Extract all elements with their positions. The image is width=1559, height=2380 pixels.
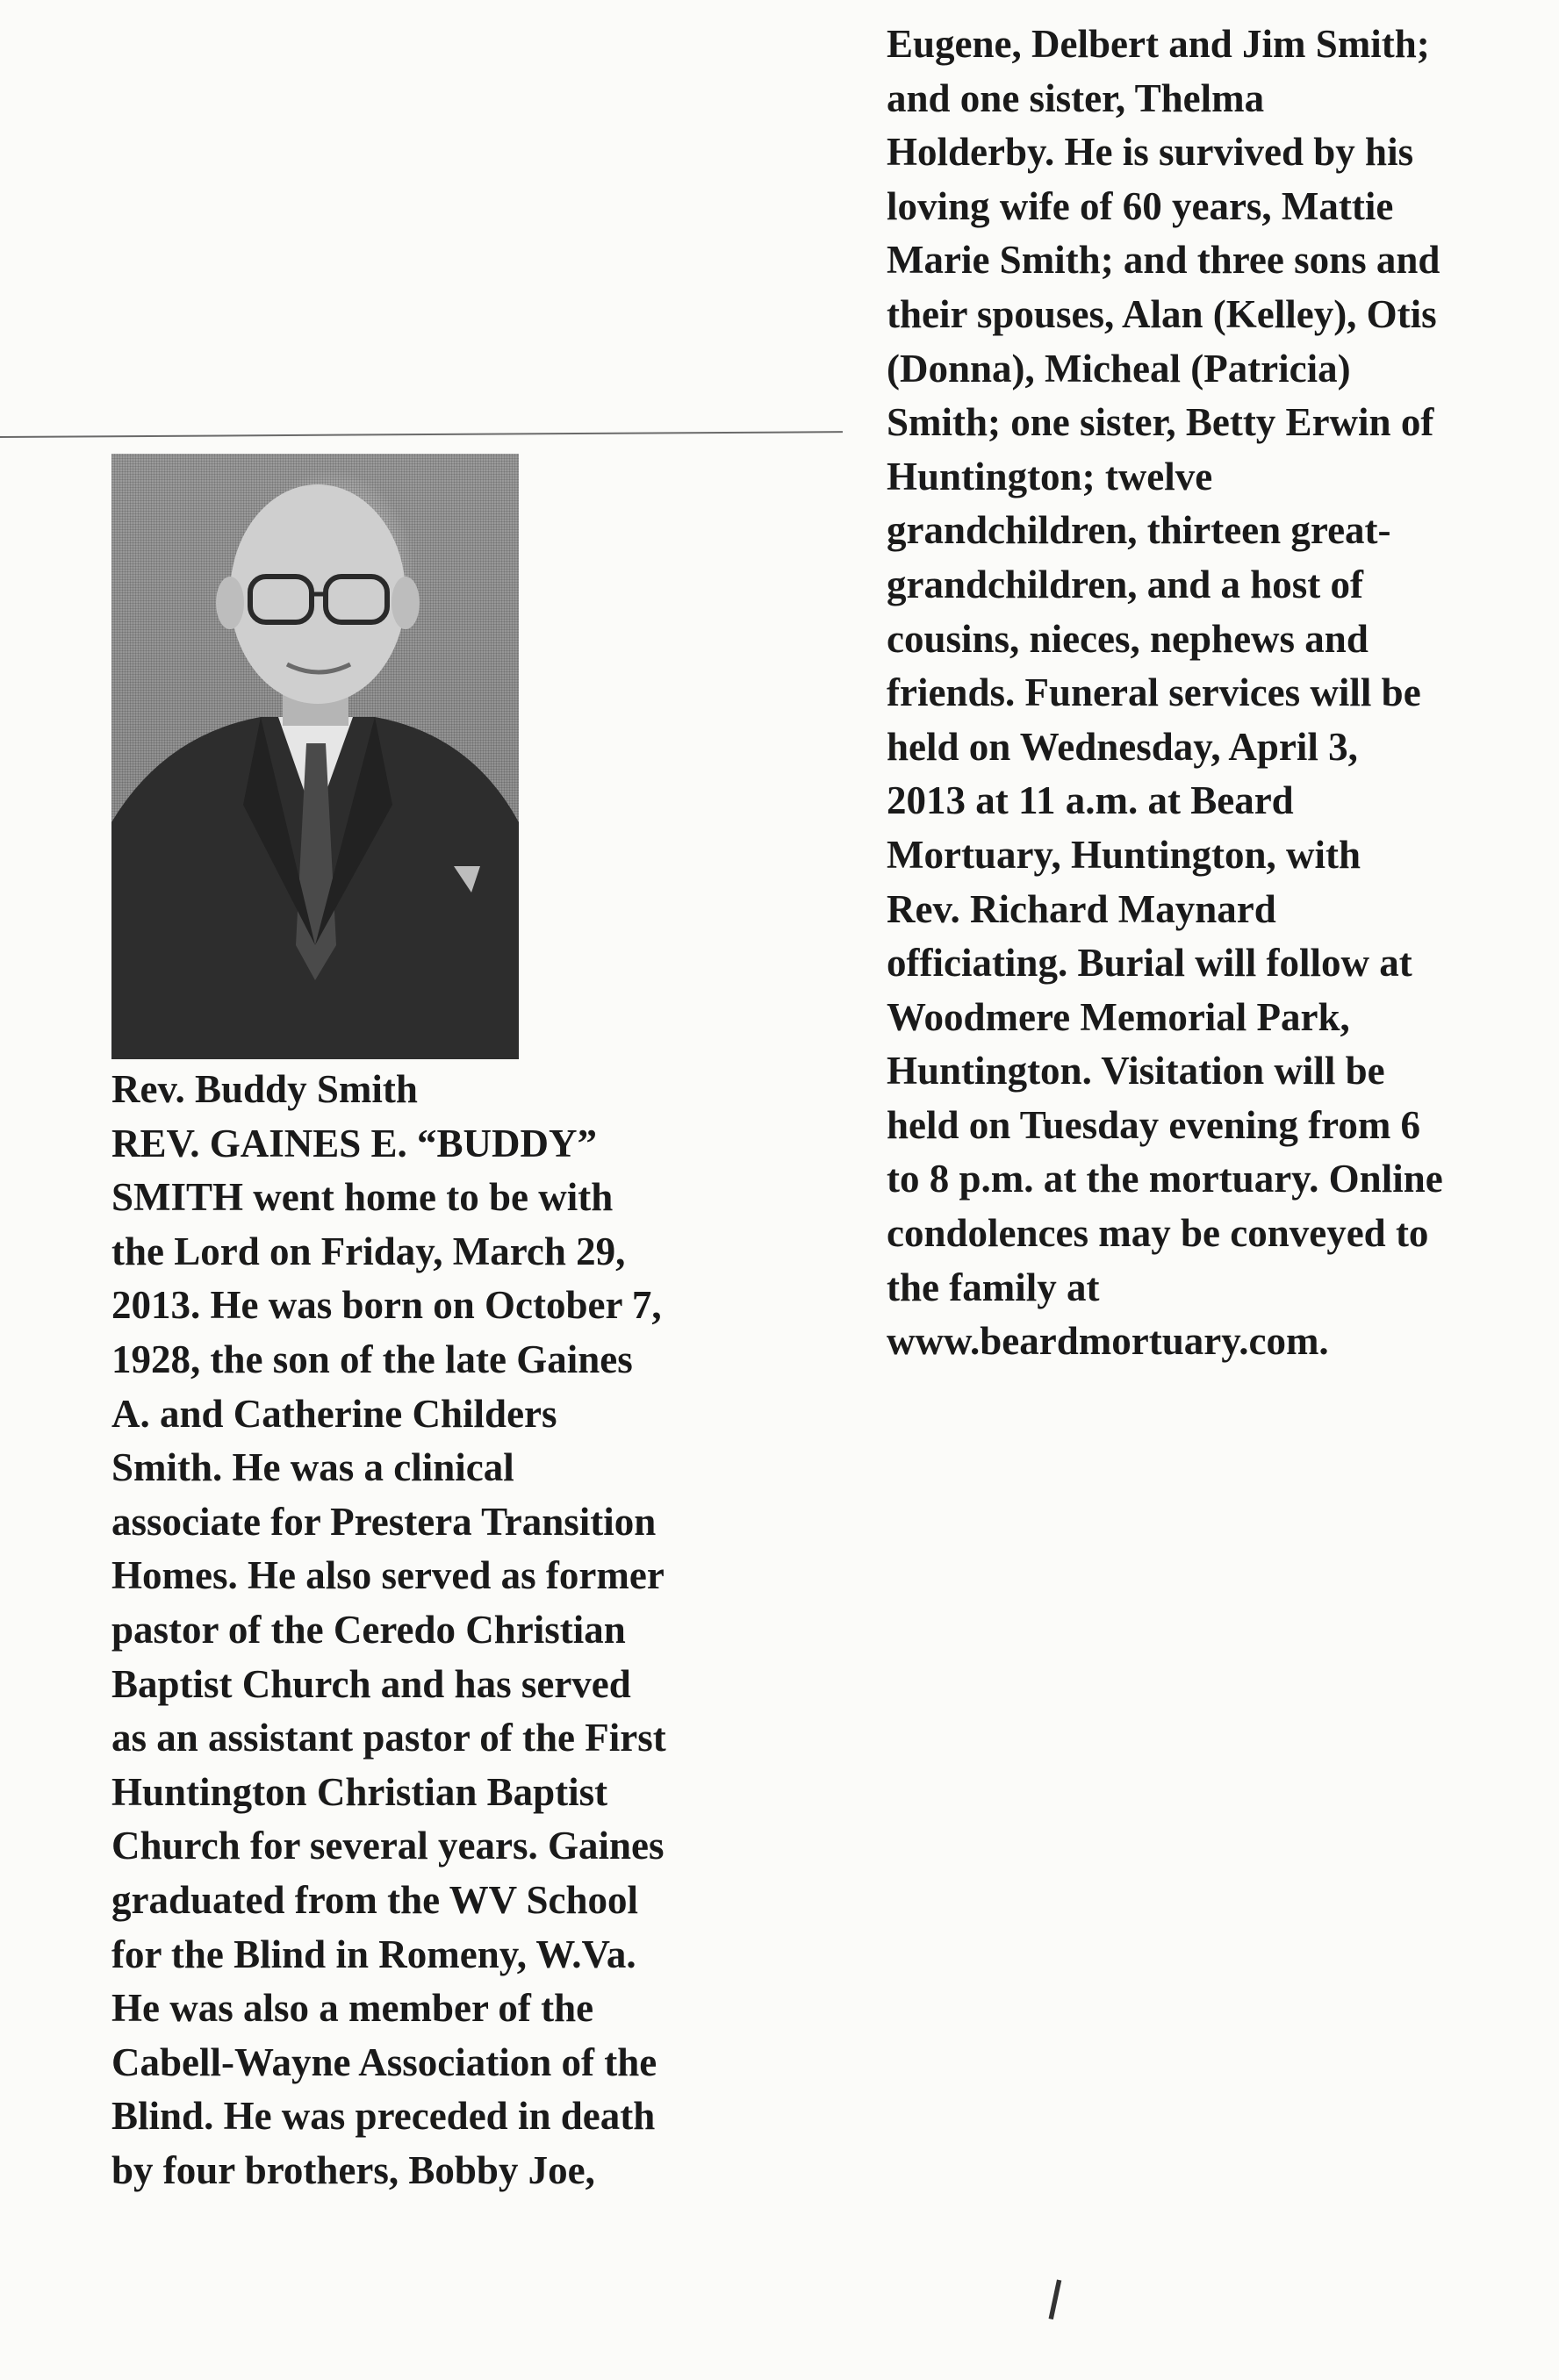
clipping-cut-line <box>0 431 843 438</box>
text-line: their spouses, Alan (Kelley), Otis <box>887 291 1437 336</box>
text-line: Mortuary, Huntington, with <box>887 832 1361 877</box>
text-line: Smith. He was a clinical <box>111 1445 514 1490</box>
text-line: Smith; one sister, Betty Erwin of <box>887 400 1434 445</box>
text-line: 2013 at 11 a.m. at Beard <box>887 778 1294 823</box>
text-line: for the Blind in Romeny, W.Va. <box>111 1932 636 1976</box>
text-line: cousins, nieces, nephews and <box>887 616 1369 661</box>
text-line: Eugene, Delbert and Jim Smith; <box>887 22 1430 66</box>
text-line: officiating. Burial will follow at <box>887 941 1412 986</box>
text-line: Huntington. Visitation will be <box>887 1049 1385 1093</box>
text-line: He was also a member of the <box>111 1986 594 2031</box>
text-line: to 8 p.m. at the mortuary. Online <box>887 1157 1443 1201</box>
obituary-column-right <box>887 18 1554 1369</box>
text-line: held on Tuesday evening from 6 <box>887 1102 1421 1147</box>
text-line: friends. Funeral services will be <box>887 670 1421 715</box>
text-line: (Donna), Micheal (Patricia) <box>887 346 1351 391</box>
text-line: REV. GAINES E. “BUDDY” <box>111 1121 598 1165</box>
caption-name: Rev. Buddy Smith <box>111 1067 418 1111</box>
text-line: Church for several years. Gaines <box>111 1824 665 1868</box>
text-line: Woodmere Memorial Park, <box>887 994 1350 1039</box>
text-line: and one sister, Thelma <box>887 75 1265 120</box>
text-line: grandchildren, and a host of <box>887 562 1364 606</box>
text-line: loving wife of 60 years, Mattie <box>887 183 1394 228</box>
portrait-illustration <box>111 454 519 1059</box>
text-line: condolences may be conveyed to <box>887 1211 1429 1256</box>
text-line: SMITH went home to be with <box>111 1175 614 1220</box>
text-line: 1928, the son of the late Gaines <box>111 1337 633 1381</box>
text-line: Blind. He was preceded in death <box>111 2094 656 2139</box>
text-line: Rev. Richard Maynard <box>887 886 1276 931</box>
text-line: as an assistant pastor of the First <box>111 1716 666 1760</box>
text-line: held on Wednesday, April 3, <box>887 724 1358 769</box>
text-line: Cabell-Wayne Association of the <box>111 2039 657 2084</box>
text-line: Baptist Church and has served <box>111 1661 631 1706</box>
text-line: Homes. He also served as former <box>111 1553 665 1598</box>
text-line: Marie Smith; and three sons and <box>887 238 1440 283</box>
portrait-photo <box>111 454 519 1059</box>
website-link-text: www.beardmortuary.com. <box>887 1319 1329 1364</box>
text-line: Huntington; twelve <box>887 454 1213 498</box>
text-line: the family at <box>887 1265 1100 1309</box>
text-line: pastor of the Ceredo Christian <box>111 1607 626 1652</box>
text-line: graduated from the WV School <box>111 1877 639 1922</box>
text-line: A. and Catherine Childers <box>111 1391 557 1436</box>
text-line: associate for Prestera Transition <box>111 1499 657 1544</box>
handwritten-mark: l <box>1040 2270 1068 2333</box>
text-line: Holderby. He is survived by his <box>887 130 1414 175</box>
text-line: Huntington Christian Baptist <box>111 1769 608 1814</box>
text-line: by four brothers, Bobby Joe, <box>111 2147 595 2192</box>
text-line: grandchildren, thirteen great- <box>887 508 1391 553</box>
obituary-column-left <box>111 1063 779 2197</box>
text-line: the Lord on Friday, March 29, <box>111 1229 626 1273</box>
text-line: 2013. He was born on October 7, <box>111 1283 662 1328</box>
